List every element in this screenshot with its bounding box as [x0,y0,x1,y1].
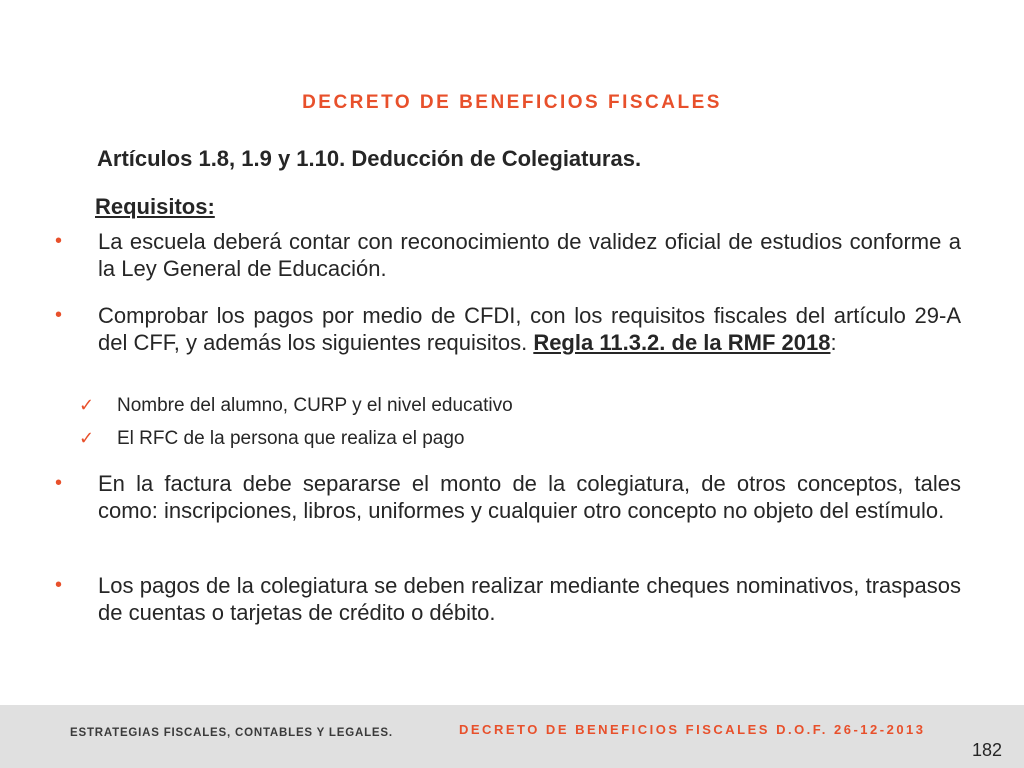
check-text: El RFC de la persona que realiza el pago [117,428,465,449]
bullet-text-main: Comprobar los pagos por medio de CFDI, con los requisitos fiscales del artículo 29-A del CFF, y además los siguientes requisitos. [98,303,961,355]
footer-company: ESTRATEGIAS FISCALES, CONTABLES Y LEGALES. [70,727,393,739]
page-number: 182 [971,740,1002,760]
bullet-text: Los pagos de la colegiatura se deben realizar mediante cheques nominativos, traspasos de cuentas o tarjetas de crédito o débito. [98,573,961,625]
check-item-2 [79,426,464,451]
check-text: Nombre del alumno, CURP y el nivel educativo [117,395,513,416]
checkmark-icon: ✓ [79,395,95,415]
bullet-item-3 [55,470,961,524]
bullet-item-2 [55,302,961,356]
bullet-icon: • [55,472,63,494]
checkmark-icon: ✓ [79,428,95,448]
slide-subtitle: Artículos 1.8, 1.9 y 1.10. Deducción de Colegiaturas. [97,146,642,171]
slide-title: DECRETO DE BENEFICIOS FISCALES [302,92,722,113]
bullet-icon: • [55,230,63,252]
bullet-item-4 [55,572,961,626]
bullet-icon: • [55,574,63,596]
requisitos-heading: Requisitos: [95,194,215,219]
rule-reference: Regla 11.3.2. de la RMF 2018 [533,330,831,355]
bullet-text: En la factura debe separarse el monto de la colegiatura, de otros conceptos, tales como: inscripciones, libros, uniformes y cualquier otro concepto no objeto del estímulo. [98,471,961,523]
bullet-item-1 [55,228,961,282]
bullet-text: La escuela deberá contar con reconocimiento de validez oficial de estudios conforme a la Ley General de Educación. [98,229,961,281]
bullet-icon: • [55,304,63,326]
check-item-1 [79,393,513,418]
bullet-text [98,302,961,356]
footer-decree-reference: DECRETO DE BENEFICIOS FISCALES D.O.F. 26-12-2013 [459,722,926,737]
bullet-text-colon: : [830,330,837,355]
